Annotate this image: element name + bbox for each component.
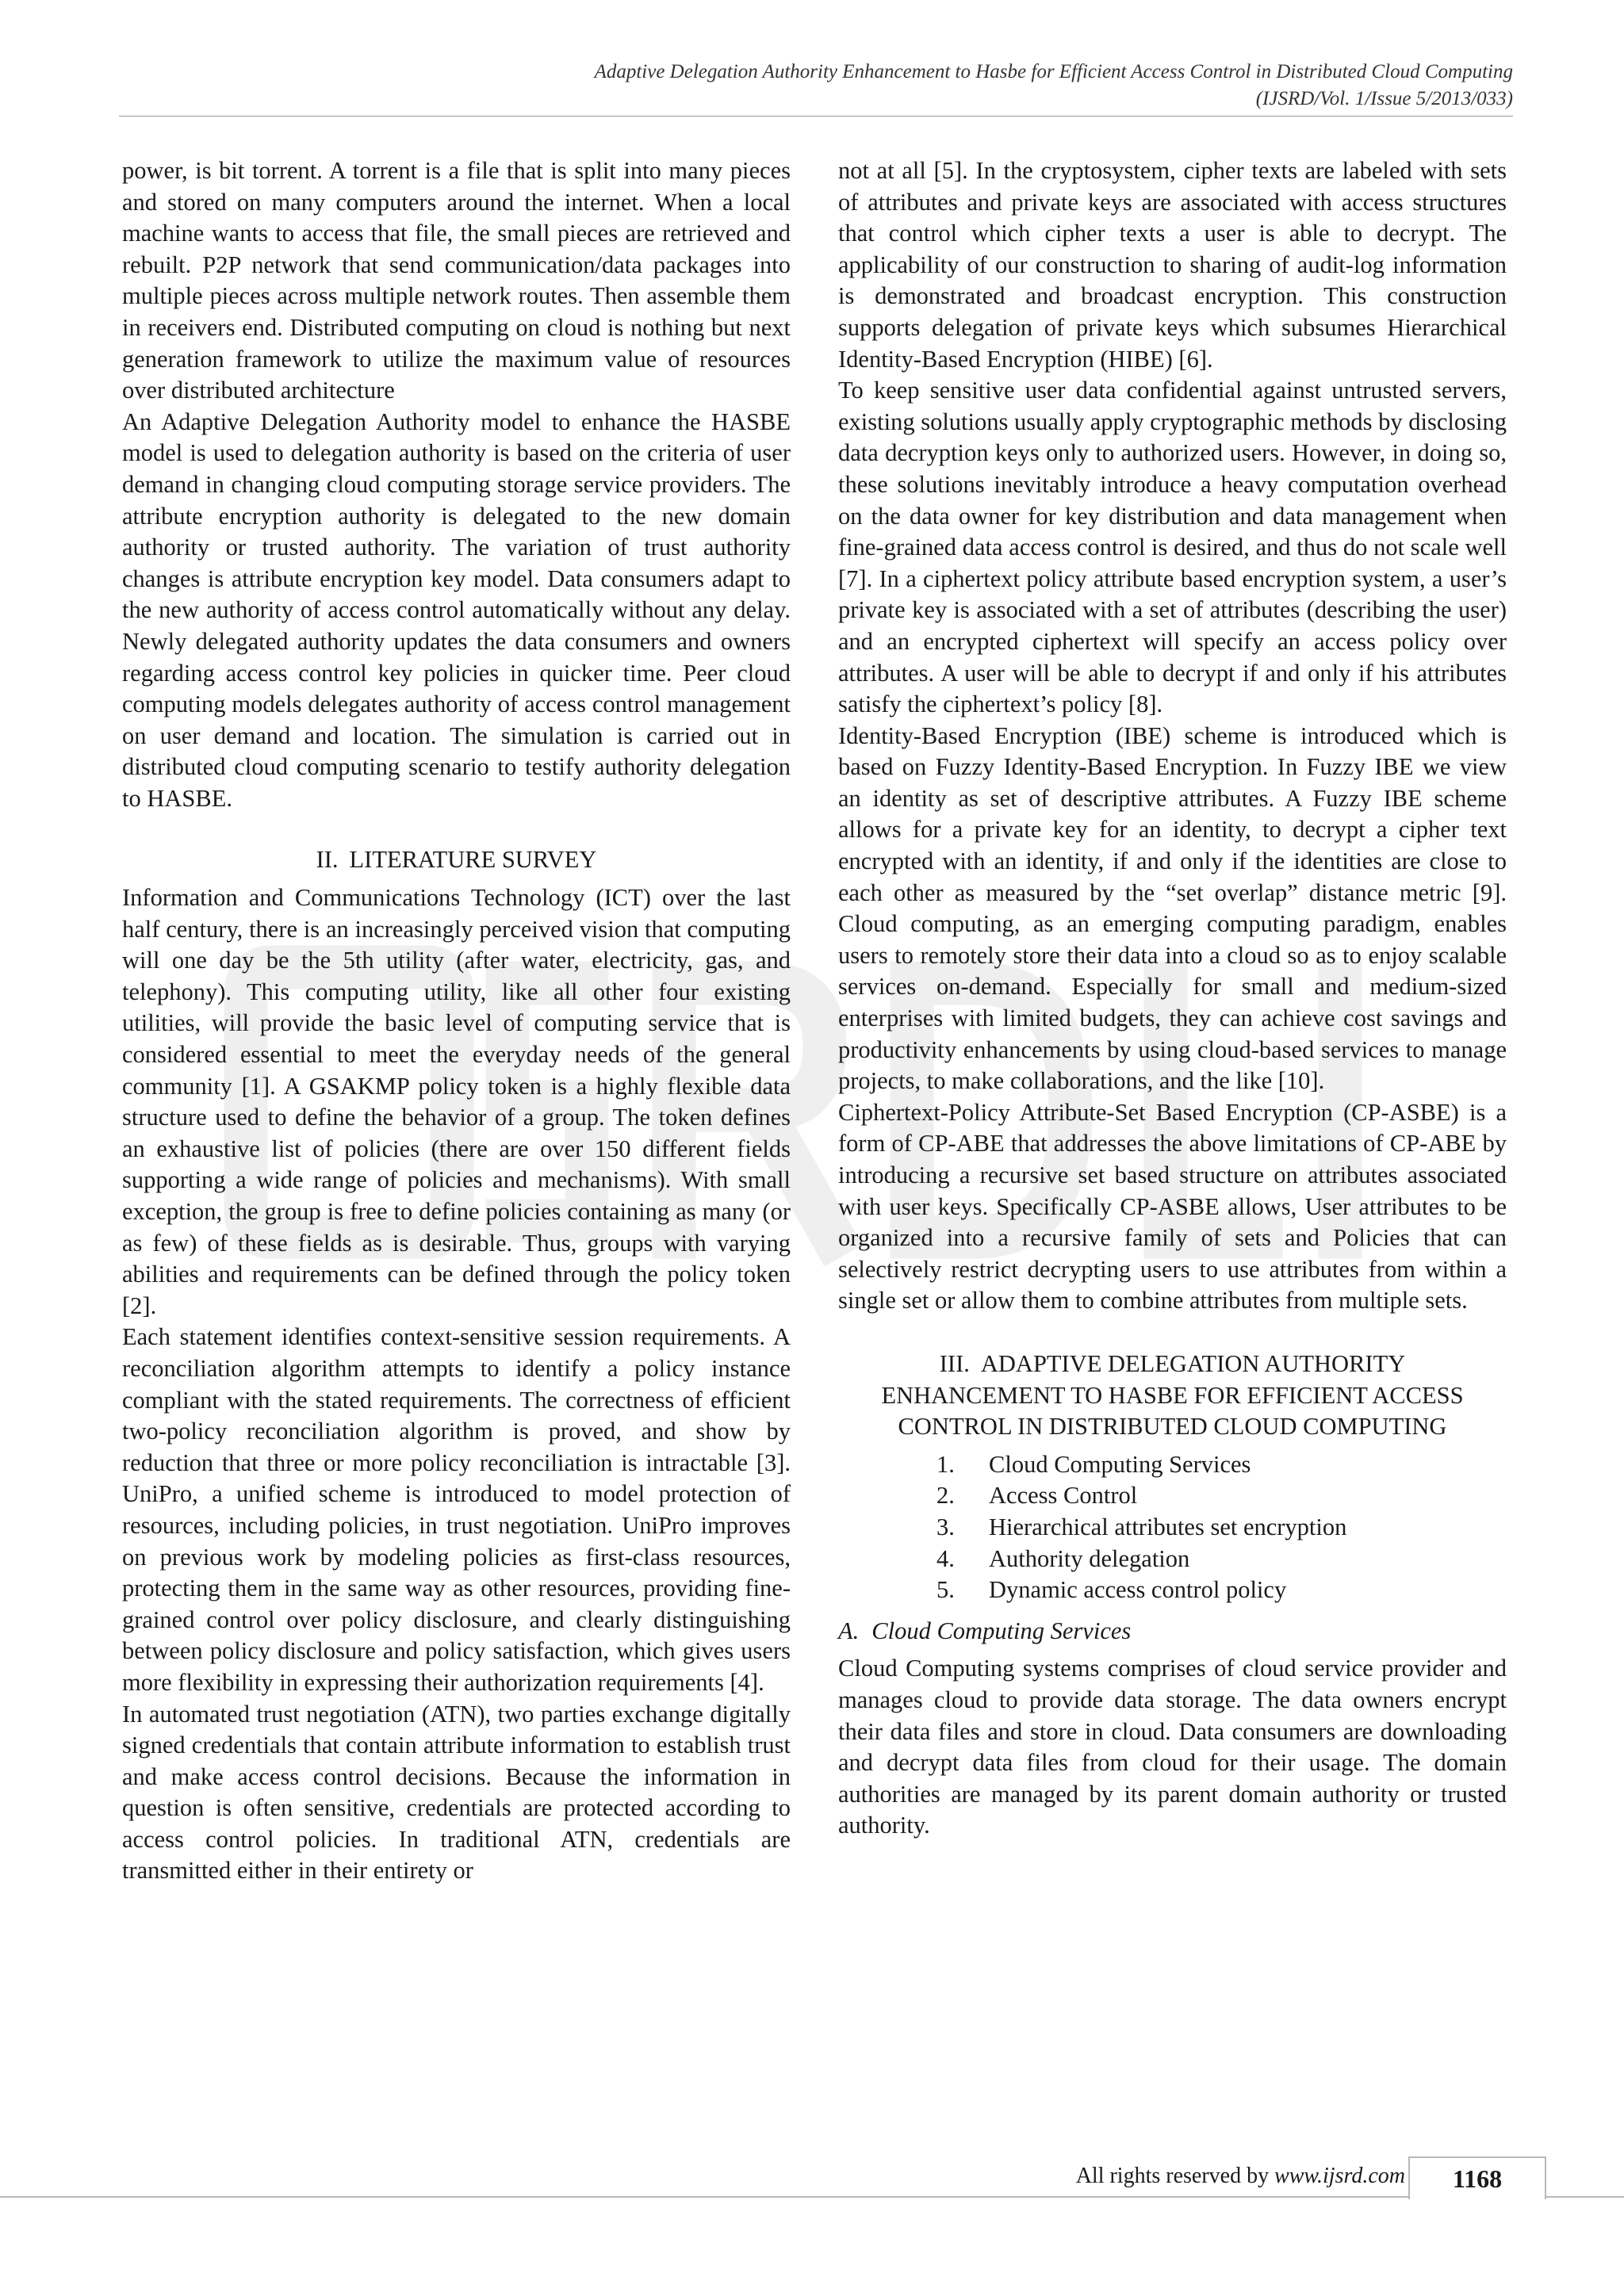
list-number: 1. [936, 1450, 955, 1478]
page-number: 1168 [1408, 2156, 1546, 2199]
header-issue: (IJSRD/Vol. 1/Issue 5/2013/033) [1255, 88, 1513, 109]
list-number: 3. [936, 1513, 955, 1540]
paragraph: power, is bit torrent. A torrent is a file that is split into many pieces and stored on many computers around the internet. When a local machine wants to access that file, the small pieces are retrieved and rebuilt. P2P network that send communication/data packages into multiple pieces across multiple network routes. Then assemble them in receivers end. Distributed computing on cloud is nothing but next generation framework to utilize the maximum value of resources over distributed architecture [122, 157, 791, 404]
list-item [838, 1544, 1507, 1575]
paragraph: Identity-Based Encryption (IBE) scheme is introduced which is based on Fuzzy Identity-Based Encryption. In Fuzzy IBE we view an identity as set of descriptive attributes. A Fuzzy IBE scheme allows for a private key for an identity, to decrypt a cipher text encrypted with an identity, if and only if the identities are close to each other as measured by the “set overlap” distance metric [9]. Cloud computing, as an emerging computing paradigm, enables users to remotely store their data into a cloud so as to enjoy scalable services on-demand. Especially for small and medium-sized enterprises with limited budgets, they can achieve cost savings and productivity enhancements by using cloud-based services to manage projects, to make collaborations, and the like [10]. [838, 721, 1507, 1095]
subsection-letter: A. [838, 1617, 860, 1644]
footer-rights-text: All rights reserved by [1075, 2164, 1275, 2188]
section-heading [122, 844, 791, 876]
list-number: 4. [936, 1544, 955, 1572]
list-number: 5. [936, 1576, 955, 1604]
list-text: Access Control [989, 1482, 1138, 1510]
right-column [838, 155, 1507, 1842]
list-number: 2. [936, 1482, 955, 1510]
paragraph: Ciphertext-Policy Attribute-Set Based Encryption (CP-ASBE) is a form of CP-ABE that addresses the above limitations of CP-ABE by introducing a recursive set based structure on attributes associated with user keys. Specifically CP-ASBE allows, User attributes to be organized into a recursive family of sets and Policies that can selectively restrict decrypting users to use attributes from within a single set or allow them to combine attributes from multiple sets. [838, 1098, 1507, 1314]
footer-copyright [952, 2161, 1405, 2191]
list-item [838, 1512, 1507, 1544]
section-title-line: ENHANCEMENT TO HASBE FOR EFFICIENT ACCESS [881, 1381, 1464, 1409]
header-title: Adaptive Delegation Authority Enhancement to Hasbe for Efficient Access Control in Distributed Cloud Computing [594, 61, 1513, 82]
running-header [324, 59, 1513, 113]
footer-site-link[interactable]: www.ijsrd.com [1274, 2164, 1405, 2188]
paragraph: Information and Communications Technology (ICT) over the last half century, there is an increasingly perceived vision that computing will one day be the 5th utility (after water, electricity, gas, and telephony). This computing utility, like all other four existing utilities, will provide the basic level of computing service that is considered essential to meet the everyday needs of the general community [1]. A GSAKMP policy token is a highly flexible data structure used to define the behavior of a group. The token defines an exhaustive list of policies (there are over 150 different fields supporting a wide range of policies and mechanisms). With small exception, the group is free to define policies containing as many (or as few) of these fields as is desirable. Thus, groups with varying abilities and requirements can be defined through the policy token [2]. [122, 884, 791, 1319]
list-item [838, 1480, 1507, 1512]
section-heading [838, 1349, 1507, 1443]
paragraph: Cloud Computing systems comprises of cloud service provider and manages cloud to provide data storage. The data owners encrypt their data files and store in cloud. Data consumers are downloading and decrypt data files from cloud for their usage. The domain authorities are managed by its parent domain authority or trusted authority. [838, 1655, 1507, 1839]
list-item [838, 1449, 1507, 1481]
list-text: Cloud Computing Services [989, 1450, 1251, 1478]
list-text: Dynamic access control policy [989, 1576, 1287, 1604]
subsection-heading [838, 1616, 1507, 1647]
paragraph: In automated trust negotiation (ATN), two parties exchange digitally signed credentials that contain attribute information to establish trust and make access control decisions. Because the information in question is often sensitive, credentials are protected according to access control policies. In traditional ATN, credentials are transmitted either in their entirety or [122, 1700, 791, 1885]
paragraph: not at all [5]. In the cryptosystem, cipher texts are labeled with sets of attributes and private keys are associated with access structures that control which cipher texts a user is able to decrypt. The applicability of our construction to sharing of audit-log information is demonstrated and broadcast encryption. This construction supports delegation of private keys which subsumes Hierarchical Identity-Based Encryption (HIBE) [6]. [838, 157, 1507, 373]
section-number: II. [316, 846, 339, 874]
header-divider [119, 116, 1513, 117]
footer-divider [0, 2196, 1624, 2198]
subsection-title: Cloud Computing Services [871, 1617, 1132, 1644]
paragraph: Each statement identifies context-sensitive session requirements. A reconciliation algorithm attempts to identify a policy instance compliant with the stated requirements. The correctness of efficient two-policy reconciliation algorithm is proved, and show by reduction that three or more policy reconciliation is intractable [3]. UniPro, a unified scheme is introduced to model protection of resources, including policies, in trust negotiation. UniPro improves on previous work by modeling policies as first-class resources, protecting them in the same way as other resources, providing fine-grained control over policy disclosure, and clearly distinguishing between policy disclosure and policy satisfaction, which gives users more flexibility in expressing their authorization requirements [4]. [122, 1323, 791, 1696]
list-text: Hierarchical attributes set encryption [989, 1513, 1347, 1540]
section-title-line: ADAPTIVE DELEGATION AUTHORITY [980, 1349, 1406, 1377]
paragraph: To keep sensitive user data confidential against untrusted servers, existing solutions usually apply cryptographic methods by disclosing data decryption keys only to authorized users. However, in doing so, these solutions inevitably introduce a heavy computation overhead on the data owner for key distribution and data management when fine-grained data access control is desired, and thus do not scale well [7]. In a ciphertext policy attribute based encryption system, a user’s private key is associated with a set of attributes (describing the user) and an encrypted ciphertext will specify an access policy over attributes. A user will be able to decrypt if and only if his attributes satisfy the ciphertext’s policy [8]. [838, 377, 1507, 718]
section-number: III. [939, 1349, 970, 1377]
list-text: Authority delegation [989, 1544, 1190, 1572]
section-title-line: CONTROL IN DISTRIBUTED CLOUD COMPUTING [898, 1413, 1447, 1441]
paragraph: An Adaptive Delegation Authority model to enhance the HASBE model is used to delegation authority is based on the criteria of user demand in changing cloud computing storage service providers. The attribute encryption authority is delegated to the new domain authority or trusted authority. The variation of trust authority changes is attribute encryption key model. Data consumers adapt to the new authority of access control automatically without any delay. Newly delegated authority updates the data consumers and owners regarding access control key policies in quicker time. Peer cloud computing models delegates authority of access control management on user demand and location. The simulation is carried out in distributed cloud computing scenario to testify authority delegation to HASBE. [122, 408, 791, 812]
section-title: LITERATURE SURVEY [349, 846, 597, 874]
list-item [838, 1575, 1507, 1606]
left-column [122, 155, 791, 1887]
section-outline-list [838, 1449, 1507, 1606]
